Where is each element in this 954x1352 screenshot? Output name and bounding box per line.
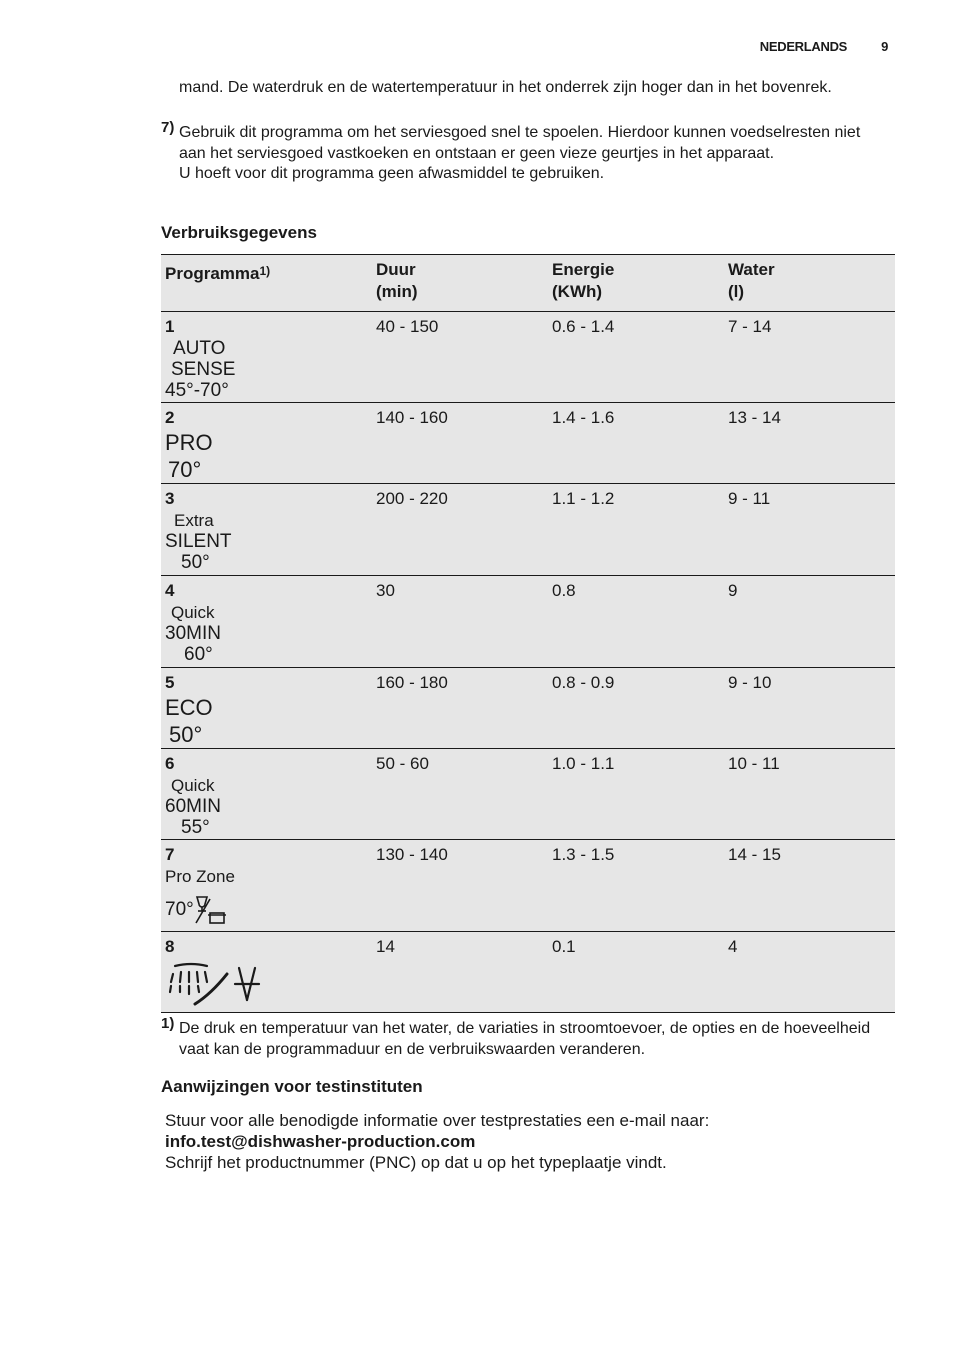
- program-label: 50°: [181, 552, 210, 573]
- program-label: 30MIN: [165, 623, 221, 644]
- water-cell: 9 - 11: [728, 489, 771, 508]
- intro-paragraph: mand. De waterdruk en de watertemperatuur in het onderrek zijn hoger dan in het bovenrek.: [179, 79, 832, 96]
- header-duration-label: Duur: [376, 260, 416, 279]
- water-cell: 4: [728, 937, 738, 956]
- table-row: [161, 484, 895, 576]
- program-label: 50°: [169, 722, 203, 747]
- header-water-label: Water: [728, 260, 775, 279]
- energy-cell: 0.1: [552, 937, 576, 956]
- duration-cell: 30: [376, 581, 395, 600]
- consumption-table: [161, 254, 895, 1013]
- program-cell: [161, 932, 372, 1012]
- pnc-instructions: Schrijf het productnummer (PNC) op dat u op het typeplaatje vindt.: [165, 1153, 667, 1172]
- program-label: 60°: [184, 644, 213, 665]
- program-label: 70°: [165, 899, 194, 921]
- duration-cell: 14: [376, 937, 395, 956]
- table-row: [161, 576, 895, 668]
- footnote-7-text: Gebruik dit programma om het serviesgoed snel te spoelen. Hierdoor kunnen voedselresten niet aan het serviesgoed vastkoeken en ontstaan er geen vieze geurtjes in het apparaat.: [179, 124, 861, 162]
- duration-cell: 140 - 160: [376, 408, 448, 427]
- program-cell: [161, 312, 372, 402]
- program-label: Extra: [174, 511, 214, 530]
- program-number: 4: [165, 581, 175, 600]
- program-number: 3: [165, 489, 175, 508]
- program-cell: [161, 576, 372, 667]
- program-label: PRO: [165, 430, 213, 455]
- program-label: 45°-70°: [165, 380, 229, 401]
- section-title-test-institutes: Aanwijzingen voor testinstituten: [161, 1077, 423, 1096]
- water-cell: 9: [728, 581, 738, 600]
- program-number: 2: [165, 408, 175, 427]
- duration-cell: 200 - 220: [376, 489, 448, 508]
- program-label-row: [165, 895, 368, 925]
- header-water: [724, 255, 895, 311]
- rinse-hold-icon: [165, 960, 265, 1008]
- program-label: Quick: [171, 603, 215, 622]
- water-cell: 10 - 11: [728, 754, 780, 773]
- table-row: [161, 749, 895, 840]
- header-energy: [548, 255, 724, 311]
- program-cell: [161, 840, 372, 931]
- program-label: AUTO: [173, 338, 226, 359]
- table-header-row: [161, 255, 895, 312]
- table-row: [161, 932, 895, 1013]
- header-energy-label: Energie: [552, 260, 615, 279]
- water-cell: 7 - 14: [728, 317, 772, 336]
- program-label: 70°: [168, 457, 202, 482]
- language-label: NEDERLANDS: [759, 39, 848, 54]
- program-cell: [161, 668, 372, 748]
- water-cell: 9 - 10: [728, 673, 772, 692]
- header-water-unit: (l): [728, 282, 745, 301]
- header-program-label: Programma: [165, 264, 260, 283]
- table-row: [161, 312, 895, 403]
- glass-pot-icon: [194, 895, 228, 925]
- energy-cell: 0.8: [552, 581, 576, 600]
- table-row: [161, 403, 895, 484]
- contact-email: info.test@dishwasher-production.com: [165, 1132, 476, 1151]
- duration-cell: 50 - 60: [376, 754, 429, 773]
- program-number: 1: [165, 317, 175, 336]
- energy-cell: 0.8 - 0.9: [552, 673, 615, 692]
- water-cell: 13 - 14: [728, 408, 781, 427]
- header-program-sup: 1): [259, 264, 271, 278]
- duration-cell: 40 - 150: [376, 317, 439, 336]
- program-label: Pro Zone: [165, 867, 235, 886]
- header-program: [161, 255, 372, 311]
- energy-cell: 1.0 - 1.1: [552, 754, 615, 773]
- energy-cell: 1.4 - 1.6: [552, 408, 615, 427]
- section-title-consumption: Verbruiksgegevens: [161, 223, 317, 242]
- table-row: [161, 668, 895, 749]
- program-label: 60MIN: [165, 796, 221, 817]
- water-cell: 14 - 15: [728, 845, 781, 864]
- program-label: Quick: [171, 776, 215, 795]
- program-number: 5: [165, 673, 175, 692]
- energy-cell: 0.6 - 1.4: [552, 317, 615, 336]
- footnote-1: [161, 1014, 879, 1060]
- program-cell: [161, 484, 372, 575]
- page-number: 9: [881, 39, 888, 54]
- header-duration-unit: (min): [376, 282, 418, 301]
- program-label: SILENT: [165, 531, 232, 552]
- duration-cell: 160 - 180: [376, 673, 448, 692]
- program-label: ECO: [165, 695, 213, 720]
- program-cell: [161, 749, 372, 839]
- footnote-7-text-2: U hoeft voor dit programma geen afwasmiddel te gebruiken.: [179, 165, 605, 182]
- footnote-1-marker: 1): [161, 1015, 175, 1032]
- program-cell: [161, 403, 372, 483]
- test-institutes-body: [165, 1110, 880, 1173]
- energy-cell: 1.1 - 1.2: [552, 489, 615, 508]
- program-number: 8: [165, 937, 175, 956]
- duration-cell: 130 - 140: [376, 845, 448, 864]
- page-header: [760, 39, 888, 54]
- energy-cell: 1.3 - 1.5: [552, 845, 615, 864]
- footnote-1-text: De druk en temperatuur van het water, de variaties in stroomtoevoer, de opties en de hoeveelheid vaat kan de programmaduur en de verbruikswaarden veranderen.: [179, 1020, 871, 1058]
- footnote-7-marker: 7): [161, 119, 175, 136]
- test-instructions: Stuur voor alle benodigde informatie over testprestaties een e-mail naar:: [165, 1111, 710, 1130]
- program-number: 6: [165, 754, 175, 773]
- program-label: SENSE: [171, 359, 236, 380]
- header-energy-unit: (KWh): [552, 282, 603, 301]
- table-row: [161, 840, 895, 932]
- footnote-7: [161, 118, 879, 185]
- program-number: 7: [165, 845, 175, 864]
- header-duration: [372, 255, 548, 311]
- program-label: 55°: [181, 817, 210, 838]
